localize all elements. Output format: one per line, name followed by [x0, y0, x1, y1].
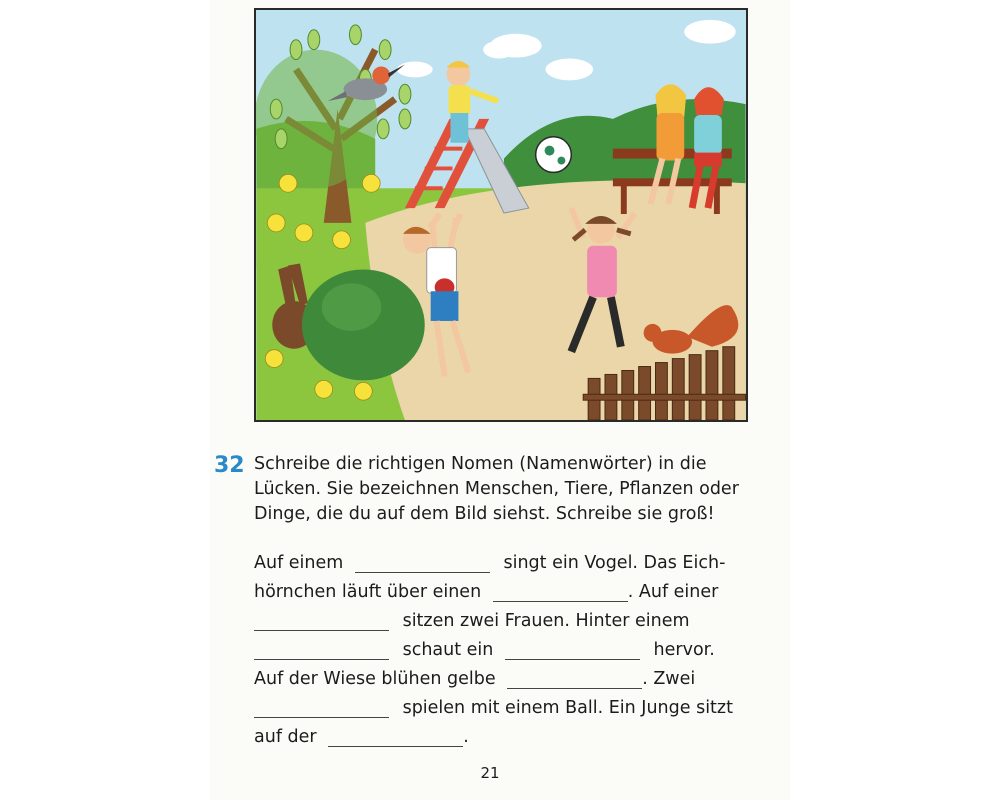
instruction-line: Schreibe die richtigen Nomen (Namenwörter) in die — [254, 454, 707, 474]
answer-blank[interactable] — [254, 612, 389, 631]
exercise-line — [254, 694, 754, 723]
exercise-text: hervor. — [653, 640, 715, 660]
exercise-text: hörnchen läuft über einen — [254, 582, 482, 602]
exercise-line — [254, 665, 754, 694]
instruction-line: Dinge, die du auf dem Bild siehst. Schreibe sie groß! — [254, 504, 715, 524]
task-number: 32 — [214, 453, 245, 478]
exercise-text: auf der — [254, 727, 317, 747]
exercise-text: schaut ein — [402, 640, 494, 660]
exercise-text: singt ein Vogel. Das Eich- — [503, 553, 726, 573]
exercise-line — [254, 549, 754, 578]
answer-blank[interactable] — [507, 670, 642, 689]
exercise-line — [254, 578, 754, 607]
exercise-text: Auf der Wiese blühen gelbe — [254, 669, 496, 689]
exercise-text: sitzen zwei Frauen. Hinter einem — [402, 611, 690, 631]
exercise-text: Auf einem — [254, 553, 344, 573]
exercise-line — [254, 636, 754, 665]
answer-blank[interactable] — [493, 583, 628, 602]
fill-in-exercise — [254, 549, 754, 752]
task-instructions — [254, 452, 754, 527]
exercise-text: . Auf einer — [627, 582, 719, 602]
answer-blank[interactable] — [505, 641, 640, 660]
exercise-line — [254, 723, 754, 752]
exercise-text: spielen mit einem Ball. Ein Junge sitzt — [402, 698, 733, 718]
answer-blank[interactable] — [254, 699, 389, 718]
bush — [302, 269, 425, 380]
answer-blank[interactable] — [355, 554, 490, 573]
instruction-line: Lücken. Sie bezeichnen Menschen, Tiere, Pflanzen oder — [254, 479, 739, 499]
page-number: 21 — [480, 764, 500, 782]
ball — [536, 137, 572, 173]
exercise-text: . Zwei — [642, 669, 696, 689]
playground-illustration — [254, 8, 748, 422]
answer-blank[interactable] — [328, 728, 463, 747]
answer-blank[interactable] — [254, 641, 389, 660]
exercise-line — [254, 607, 754, 636]
exercise-text: . — [463, 727, 469, 747]
